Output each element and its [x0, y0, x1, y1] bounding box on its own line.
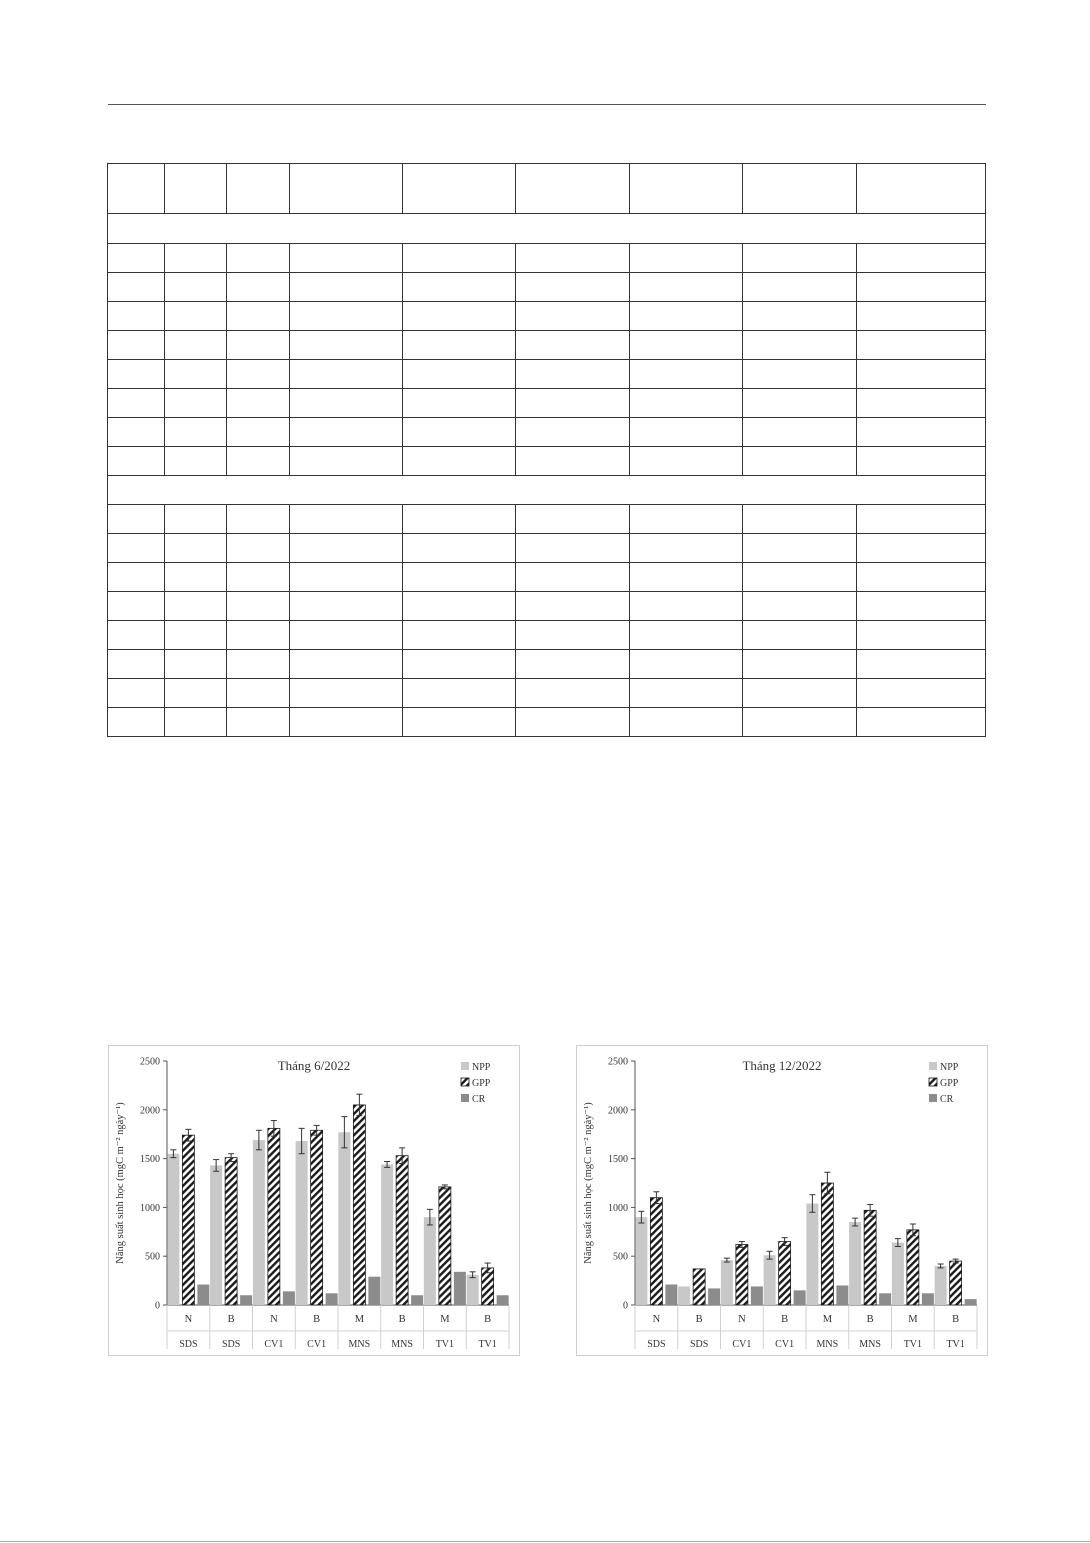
table-cell: [516, 360, 630, 389]
table-cell: [290, 650, 403, 679]
table-cell: [108, 273, 165, 302]
table-cell: [165, 650, 227, 679]
table-cell: [227, 164, 290, 214]
table-cell: [743, 592, 857, 621]
table-cell: [630, 244, 743, 273]
x-tick-label-bottom: TV1: [903, 1339, 923, 1350]
table-cell: [165, 708, 227, 737]
bar-cr: [922, 1293, 934, 1305]
table-row: [108, 244, 986, 273]
table-cell: [743, 534, 857, 563]
bar-cr: [965, 1299, 977, 1305]
table-cell: [516, 418, 630, 447]
bar-cr: [751, 1286, 763, 1305]
table-cell: [857, 164, 986, 214]
y-axis-title: Năng suất sinh học (mgC m⁻² ngày⁻¹): [583, 1102, 594, 1264]
table-cell: [516, 679, 630, 708]
table-cell: [857, 302, 986, 331]
table-cell: [165, 244, 227, 273]
table-cell: [403, 273, 516, 302]
bar-gpp: [311, 1130, 323, 1305]
table-row: [108, 592, 986, 621]
table-cell: [403, 505, 516, 534]
table-cell: [108, 534, 165, 563]
x-tick-label-top: B: [866, 1314, 874, 1325]
table-cell: [630, 650, 743, 679]
table-row: [108, 302, 986, 331]
data-table: [107, 163, 986, 737]
legend-swatch-npp: [461, 1062, 469, 1070]
table-cell: [857, 621, 986, 650]
bar-gpp: [779, 1242, 791, 1305]
table-cell: [227, 302, 290, 331]
bar-gpp: [482, 1268, 494, 1305]
table-cell: [108, 592, 165, 621]
table-cell: [108, 389, 165, 418]
table-cell: [227, 447, 290, 476]
bar-gpp: [353, 1105, 365, 1305]
bar-cr: [708, 1288, 720, 1305]
bar-npp: [806, 1203, 818, 1305]
bar-gpp: [736, 1244, 748, 1305]
legend-swatch-gpp: [461, 1078, 469, 1086]
table-cell: [403, 708, 516, 737]
x-tick-label-top: B: [695, 1314, 703, 1325]
table-cell: [630, 447, 743, 476]
table-cell: [108, 244, 165, 273]
table-cell: [630, 563, 743, 592]
bar-npp: [296, 1141, 308, 1305]
x-tick-label-bottom: CV1: [264, 1339, 284, 1350]
table-cell: [630, 389, 743, 418]
table-cell: [743, 164, 857, 214]
table-cell: [227, 621, 290, 650]
table-cell: [290, 389, 403, 418]
table-cell: [290, 273, 403, 302]
bar-gpp: [650, 1198, 662, 1305]
legend-swatch-cr: [929, 1094, 937, 1102]
table-cell: [108, 708, 165, 737]
table-cell: [227, 331, 290, 360]
bar-npp: [892, 1243, 904, 1305]
y-tick-label: 500: [613, 1251, 628, 1263]
table-cell: [227, 505, 290, 534]
bar-npp: [253, 1140, 265, 1305]
table-cell: [403, 389, 516, 418]
table-row: [108, 534, 986, 563]
table-cell: [227, 592, 290, 621]
table-cell: [516, 447, 630, 476]
table-row: [108, 621, 986, 650]
table-cell: [857, 679, 986, 708]
table-cell: [516, 505, 630, 534]
x-tick-label-bottom: CV1: [732, 1339, 752, 1350]
x-tick-label-bottom: CV1: [307, 1339, 327, 1350]
table-cell: [743, 505, 857, 534]
table-header-row: [108, 164, 986, 214]
y-tick-label: 2000: [140, 1105, 160, 1117]
bar-npp: [721, 1260, 733, 1305]
table-section-cell: [108, 214, 986, 244]
table-cell: [290, 164, 403, 214]
chart-svg: [577, 1046, 987, 1355]
x-tick-label-top: M: [908, 1314, 918, 1325]
chart-june-2022: [108, 1045, 520, 1356]
x-tick-label-bottom: MNS: [348, 1339, 371, 1350]
table-cell: [403, 650, 516, 679]
x-tick-label-top: N: [652, 1314, 661, 1325]
table-cell: [290, 708, 403, 737]
table-cell: [743, 621, 857, 650]
chart-december-2022: [576, 1045, 988, 1356]
table-cell: [857, 563, 986, 592]
x-tick-label-bottom: MNS: [391, 1339, 413, 1350]
table-cell: [743, 447, 857, 476]
table-cell: [227, 273, 290, 302]
table-cell: [743, 389, 857, 418]
bar-cr: [240, 1295, 252, 1305]
table-cell: [403, 621, 516, 650]
table-cell: [630, 302, 743, 331]
table-cell: [108, 302, 165, 331]
bar-cr: [879, 1293, 891, 1305]
table-cell: [227, 650, 290, 679]
table-cell: [290, 679, 403, 708]
table-cell: [516, 331, 630, 360]
bar-npp: [167, 1154, 179, 1305]
x-tick-label-top: M: [822, 1314, 833, 1325]
table-cell: [403, 447, 516, 476]
legend-swatch-cr: [461, 1094, 469, 1102]
table-cell: [165, 505, 227, 534]
table-cell: [165, 389, 227, 418]
bar-gpp: [864, 1210, 876, 1305]
table-cell: [516, 389, 630, 418]
x-tick-label-bottom: TV1: [478, 1339, 497, 1350]
y-tick-label: 0: [155, 1300, 160, 1312]
table-cell: [630, 534, 743, 563]
table-cell: [743, 679, 857, 708]
table-cell: [165, 534, 227, 563]
bar-gpp: [907, 1230, 919, 1305]
table-cell: [516, 592, 630, 621]
table-cell: [290, 534, 403, 563]
bar-npp: [467, 1275, 479, 1305]
table-cell: [165, 679, 227, 708]
table-cell: [630, 360, 743, 389]
table-cell: [857, 331, 986, 360]
table-cell: [743, 650, 857, 679]
table-cell: [630, 164, 743, 214]
y-axis-title: Năng suất sinh học (mgC m⁻² ngày⁻¹): [115, 1102, 126, 1264]
table-cell: [290, 592, 403, 621]
table-cell: [630, 273, 743, 302]
legend-swatch-gpp: [929, 1078, 937, 1086]
x-tick-label-top: M: [440, 1314, 450, 1325]
x-tick-label-bottom: TV1: [435, 1339, 455, 1350]
chart-title: Tháng 6/2022: [277, 1058, 351, 1073]
table-row: [108, 708, 986, 737]
table-cell: [165, 302, 227, 331]
table-cell: [290, 418, 403, 447]
table-cell: [857, 418, 986, 447]
x-tick-label-bottom: SDS: [647, 1339, 666, 1350]
table-row: [108, 418, 986, 447]
bar-cr: [368, 1277, 380, 1305]
table-cell: [165, 164, 227, 214]
bar-cr: [497, 1295, 509, 1305]
bar-npp: [381, 1164, 393, 1305]
table-cell: [403, 592, 516, 621]
table-cell: [290, 302, 403, 331]
table-cell: [857, 447, 986, 476]
table-cell: [403, 244, 516, 273]
table-cell: [108, 164, 165, 214]
table-cell: [290, 505, 403, 534]
table-cell: [108, 563, 165, 592]
x-tick-label-top: B: [227, 1314, 235, 1325]
table-cell: [227, 708, 290, 737]
bar-cr: [283, 1291, 295, 1305]
y-tick-label: 2500: [608, 1056, 628, 1068]
bar-gpp: [693, 1269, 705, 1305]
table-cell: [630, 592, 743, 621]
legend-label-npp: NPP: [940, 1062, 959, 1073]
x-tick-label-bottom: MNS: [816, 1339, 839, 1350]
table-cell: [857, 650, 986, 679]
table-cell: [743, 708, 857, 737]
y-tick-label: 500: [145, 1251, 160, 1263]
table-cell: [227, 389, 290, 418]
table-cell: [516, 273, 630, 302]
table-cell: [403, 534, 516, 563]
table-cell: [227, 418, 290, 447]
y-tick-label: 1500: [608, 1154, 628, 1166]
table-cell: [227, 563, 290, 592]
table-row: [108, 679, 986, 708]
header-rule: [108, 104, 986, 105]
table-cell: [290, 563, 403, 592]
x-tick-label-bottom: MNS: [859, 1339, 881, 1350]
table-cell: [516, 302, 630, 331]
table-cell: [403, 679, 516, 708]
footer-rule: [0, 1541, 1090, 1542]
x-tick-label-top: B: [952, 1314, 960, 1325]
table-cell: [290, 360, 403, 389]
x-tick-label-top: B: [313, 1314, 321, 1325]
bar-cr: [197, 1285, 209, 1305]
table-cell: [165, 273, 227, 302]
bar-gpp: [396, 1156, 408, 1305]
chart-svg: [109, 1046, 519, 1355]
table-row: [108, 563, 986, 592]
table-cell: [108, 418, 165, 447]
table-cell: [108, 360, 165, 389]
table-cell: [630, 418, 743, 447]
bar-gpp: [225, 1158, 237, 1305]
table-cell: [108, 505, 165, 534]
table-cell: [516, 621, 630, 650]
table-section-row: [108, 214, 986, 244]
x-tick-label-top: B: [484, 1314, 492, 1325]
chart-title: Tháng 12/2022: [742, 1058, 822, 1073]
table-cell: [857, 360, 986, 389]
bar-npp: [678, 1286, 690, 1305]
table-cell: [857, 273, 986, 302]
table-cell: [630, 505, 743, 534]
table-cell: [290, 447, 403, 476]
table-cell: [227, 679, 290, 708]
table-section-cell: [108, 476, 986, 505]
table-cell: [403, 563, 516, 592]
table-cell: [403, 331, 516, 360]
table-row: [108, 447, 986, 476]
table-cell: [516, 164, 630, 214]
table-section-row: [108, 476, 986, 505]
table-cell: [165, 418, 227, 447]
table-cell: [403, 360, 516, 389]
x-tick-label-bottom: CV1: [775, 1339, 795, 1350]
table-cell: [516, 708, 630, 737]
table-cell: [290, 244, 403, 273]
bar-gpp: [439, 1187, 451, 1305]
table-cell: [630, 708, 743, 737]
table-cell: [857, 244, 986, 273]
bar-cr: [794, 1290, 806, 1305]
table-cell: [227, 244, 290, 273]
table-cell: [165, 592, 227, 621]
table-cell: [403, 302, 516, 331]
table-cell: [857, 505, 986, 534]
x-tick-label-top: B: [781, 1314, 789, 1325]
y-tick-label: 1000: [608, 1202, 628, 1214]
table-row: [108, 650, 986, 679]
table-cell: [108, 650, 165, 679]
bar-gpp: [821, 1183, 833, 1305]
table-cell: [743, 331, 857, 360]
bar-cr: [454, 1272, 466, 1305]
bar-cr: [836, 1285, 848, 1305]
legend-label-npp: NPP: [472, 1062, 491, 1073]
x-tick-label-top: N: [270, 1314, 278, 1325]
x-tick-label-bottom: TV1: [946, 1339, 965, 1350]
table-cell: [743, 244, 857, 273]
table-cell: [227, 534, 290, 563]
y-tick-label: 2000: [608, 1105, 628, 1117]
table-cell: [108, 621, 165, 650]
table-cell: [108, 679, 165, 708]
table-row: [108, 331, 986, 360]
table-cell: [857, 534, 986, 563]
bar-npp: [338, 1132, 350, 1305]
x-tick-label-top: M: [354, 1314, 365, 1325]
table-cell: [743, 418, 857, 447]
y-tick-label: 0: [623, 1300, 628, 1312]
table-cell: [630, 621, 743, 650]
x-tick-label-top: N: [184, 1314, 193, 1325]
table-cell: [108, 447, 165, 476]
table-row: [108, 273, 986, 302]
y-tick-label: 2500: [140, 1056, 160, 1068]
bar-gpp: [950, 1261, 962, 1305]
legend-label-gpp: GPP: [940, 1078, 959, 1089]
table-cell: [290, 621, 403, 650]
table-cell: [165, 563, 227, 592]
bar-npp: [635, 1217, 647, 1305]
y-tick-label: 1500: [140, 1154, 160, 1166]
legend-swatch-npp: [929, 1062, 937, 1070]
legend-label-cr: CR: [472, 1094, 486, 1105]
table-cell: [165, 360, 227, 389]
table-cell: [630, 331, 743, 360]
table-row: [108, 360, 986, 389]
table-cell: [857, 592, 986, 621]
bar-npp: [849, 1222, 861, 1305]
x-tick-label-bottom: SDS: [221, 1339, 241, 1350]
table-row: [108, 505, 986, 534]
table-cell: [857, 389, 986, 418]
bar-npp: [935, 1266, 947, 1305]
table-cell: [516, 534, 630, 563]
bar-gpp: [182, 1135, 194, 1305]
table-cell: [290, 331, 403, 360]
table-cell: [403, 164, 516, 214]
table-cell: [516, 650, 630, 679]
table-cell: [743, 360, 857, 389]
bar-npp: [210, 1165, 222, 1305]
table-cell: [516, 244, 630, 273]
table-cell: [108, 331, 165, 360]
x-tick-label-top: B: [398, 1314, 406, 1325]
table-row: [108, 389, 986, 418]
table-cell: [743, 302, 857, 331]
table-cell: [227, 360, 290, 389]
bar-cr: [665, 1285, 677, 1305]
bar-cr: [326, 1293, 338, 1305]
table-cell: [516, 563, 630, 592]
y-tick-label: 1000: [140, 1202, 160, 1214]
table-cell: [165, 331, 227, 360]
x-tick-label-bottom: SDS: [689, 1339, 709, 1350]
bar-gpp: [268, 1128, 280, 1305]
table-cell: [743, 563, 857, 592]
table-cell: [403, 418, 516, 447]
legend-label-cr: CR: [940, 1094, 954, 1105]
bar-npp: [764, 1255, 776, 1305]
table-cell: [630, 679, 743, 708]
table-cell: [165, 447, 227, 476]
x-tick-label-top: N: [738, 1314, 746, 1325]
table-cell: [165, 621, 227, 650]
x-tick-label-bottom: SDS: [179, 1339, 198, 1350]
table-cell: [743, 273, 857, 302]
bar-cr: [411, 1295, 423, 1305]
table-cell: [857, 708, 986, 737]
bar-npp: [424, 1217, 436, 1305]
legend-label-gpp: GPP: [472, 1078, 491, 1089]
